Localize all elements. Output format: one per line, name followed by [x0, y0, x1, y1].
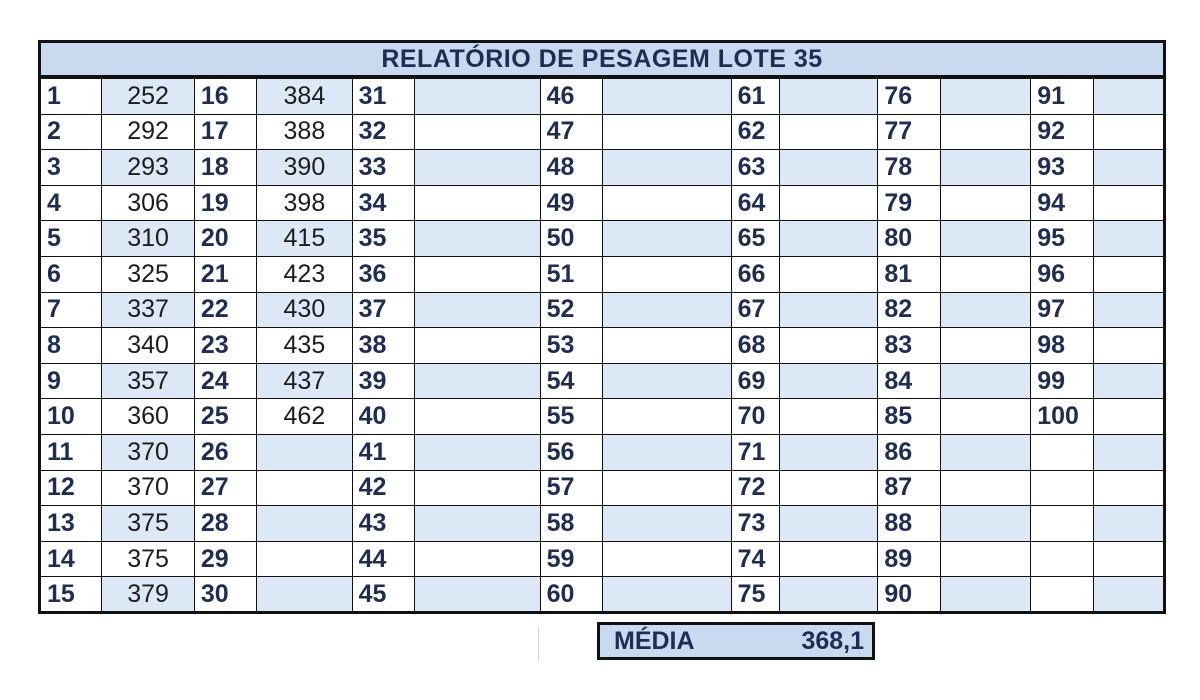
weight-cell[interactable]	[779, 79, 878, 115]
weight-cell[interactable]	[1093, 577, 1164, 613]
animal-number-cell: 88	[878, 506, 940, 542]
animal-number-cell	[1031, 506, 1093, 542]
weight-cell[interactable]	[602, 506, 731, 542]
weight-cell[interactable]	[940, 221, 1030, 257]
weight-cell[interactable]	[940, 328, 1030, 364]
animal-number-cell: 61	[731, 79, 779, 115]
animal-number-cell: 71	[731, 434, 779, 470]
animal-number-cell: 20	[194, 221, 256, 257]
weight-cell[interactable]: 398	[257, 185, 353, 221]
animal-number-cell: 4	[40, 185, 102, 221]
weight-cell[interactable]: 360	[102, 399, 194, 435]
animal-number-cell: 87	[878, 470, 940, 506]
animal-number-cell: 82	[878, 292, 940, 328]
animal-number-cell: 1	[40, 79, 102, 115]
weight-cell[interactable]	[602, 114, 731, 150]
animal-number-cell: 91	[1031, 79, 1093, 115]
weight-cell[interactable]	[1093, 256, 1164, 292]
weight-cell[interactable]	[414, 79, 540, 115]
weight-cell[interactable]	[257, 541, 353, 577]
average-box	[597, 622, 875, 660]
table-row	[40, 577, 1165, 613]
weight-cell[interactable]	[1093, 434, 1164, 470]
weight-cell[interactable]	[940, 363, 1030, 399]
weight-cell[interactable]	[940, 577, 1030, 613]
weight-cell[interactable]	[414, 328, 540, 364]
animal-number-cell: 9	[40, 363, 102, 399]
weight-cell[interactable]: 357	[102, 363, 194, 399]
weight-cell[interactable]	[257, 434, 353, 470]
animal-number-cell: 49	[540, 185, 602, 221]
weight-cell[interactable]: 340	[102, 328, 194, 364]
weight-cell[interactable]	[940, 79, 1030, 115]
weight-cell[interactable]: 423	[257, 256, 353, 292]
animal-number-cell: 23	[194, 328, 256, 364]
weight-cell[interactable]	[602, 79, 731, 115]
animal-number-cell: 85	[878, 399, 940, 435]
weight-cell[interactable]	[779, 470, 878, 506]
animal-number-cell: 72	[731, 470, 779, 506]
weight-cell[interactable]	[602, 328, 731, 364]
animal-number-cell: 98	[1031, 328, 1093, 364]
animal-number-cell: 30	[194, 577, 256, 613]
animal-number-cell: 75	[731, 577, 779, 613]
weight-cell[interactable]: 379	[102, 577, 194, 613]
animal-number-cell: 84	[878, 363, 940, 399]
animal-number-cell: 6	[40, 256, 102, 292]
table-row	[40, 79, 1165, 115]
weight-cell[interactable]	[779, 399, 878, 435]
weight-cell[interactable]	[1093, 470, 1164, 506]
animal-number-cell: 51	[540, 256, 602, 292]
weight-cell[interactable]: 462	[257, 399, 353, 435]
animal-number-cell: 89	[878, 541, 940, 577]
weight-cell[interactable]	[414, 256, 540, 292]
weights-table-body	[40, 79, 1165, 613]
animal-number-cell: 3	[40, 150, 102, 186]
weight-cell[interactable]	[257, 506, 353, 542]
report-title: RELATÓRIO DE PESAGEM LOTE 35	[381, 44, 823, 73]
animal-number-cell: 11	[40, 434, 102, 470]
weight-cell[interactable]	[414, 470, 540, 506]
animal-number-cell: 47	[540, 114, 602, 150]
animal-number-cell: 42	[352, 470, 414, 506]
animal-number-cell: 8	[40, 328, 102, 364]
weight-cell[interactable]	[1093, 399, 1164, 435]
weight-cell[interactable]	[779, 221, 878, 257]
animal-number-cell: 45	[352, 577, 414, 613]
weight-cell[interactable]: 388	[257, 114, 353, 150]
animal-number-cell: 50	[540, 221, 602, 257]
weight-cell[interactable]	[1093, 363, 1164, 399]
animal-number-cell: 95	[1031, 221, 1093, 257]
table-row	[40, 399, 1165, 435]
weight-cell[interactable]	[257, 470, 353, 506]
animal-number-cell: 36	[352, 256, 414, 292]
animal-number-cell: 65	[731, 221, 779, 257]
weight-cell[interactable]	[940, 399, 1030, 435]
animal-number-cell: 41	[352, 434, 414, 470]
weight-cell[interactable]	[779, 256, 878, 292]
weight-cell[interactable]: 293	[102, 150, 194, 186]
animal-number-cell: 58	[540, 506, 602, 542]
report-title-bar	[38, 40, 1166, 78]
animal-number-cell: 92	[1031, 114, 1093, 150]
animal-number-cell: 35	[352, 221, 414, 257]
animal-number-cell: 21	[194, 256, 256, 292]
weight-cell[interactable]	[602, 292, 731, 328]
table-row	[40, 256, 1165, 292]
weight-cell[interactable]	[414, 363, 540, 399]
table-row	[40, 541, 1165, 577]
weight-cell[interactable]	[1093, 328, 1164, 364]
weight-cell[interactable]	[1093, 292, 1164, 328]
weight-cell[interactable]: 370	[102, 434, 194, 470]
animal-number-cell: 14	[40, 541, 102, 577]
animal-number-cell: 5	[40, 221, 102, 257]
weight-cell[interactable]	[414, 541, 540, 577]
animal-number-cell: 48	[540, 150, 602, 186]
weight-cell[interactable]	[940, 114, 1030, 150]
average-label: MÉDIA	[614, 626, 695, 655]
animal-number-cell: 83	[878, 328, 940, 364]
average-value: 368,1	[801, 626, 864, 655]
animal-number-cell: 13	[40, 506, 102, 542]
weight-cell[interactable]: 306	[102, 185, 194, 221]
animal-number-cell: 7	[40, 292, 102, 328]
animal-number-cell: 59	[540, 541, 602, 577]
animal-number-cell: 97	[1031, 292, 1093, 328]
animal-number-cell: 55	[540, 399, 602, 435]
weight-cell[interactable]	[414, 292, 540, 328]
weight-cell[interactable]	[602, 470, 731, 506]
animal-number-cell: 38	[352, 328, 414, 364]
weight-cell[interactable]	[940, 292, 1030, 328]
weight-cell[interactable]: 384	[257, 79, 353, 115]
animal-number-cell: 80	[878, 221, 940, 257]
table-row	[40, 185, 1165, 221]
animal-number-cell: 16	[194, 79, 256, 115]
weight-cell[interactable]	[1093, 150, 1164, 186]
weight-cell[interactable]	[414, 150, 540, 186]
weight-cell[interactable]: 325	[102, 256, 194, 292]
animal-number-cell: 56	[540, 434, 602, 470]
animal-number-cell: 10	[40, 399, 102, 435]
animal-number-cell: 33	[352, 150, 414, 186]
weight-cell[interactable]	[414, 506, 540, 542]
weight-cell[interactable]	[602, 541, 731, 577]
animal-number-cell	[1031, 434, 1093, 470]
weight-cell[interactable]	[602, 185, 731, 221]
weight-cell[interactable]	[779, 114, 878, 150]
weighing-report-sheet	[38, 40, 1166, 614]
animal-number-cell	[1031, 541, 1093, 577]
table-row	[40, 434, 1165, 470]
animal-number-cell: 17	[194, 114, 256, 150]
weight-cell[interactable]	[414, 185, 540, 221]
animal-number-cell: 57	[540, 470, 602, 506]
weight-cell[interactable]	[602, 221, 731, 257]
weight-cell[interactable]	[779, 541, 878, 577]
weight-cell[interactable]	[602, 577, 731, 613]
weight-cell[interactable]	[602, 256, 731, 292]
animal-number-cell: 29	[194, 541, 256, 577]
weight-cell[interactable]	[779, 185, 878, 221]
weight-cell[interactable]: 415	[257, 221, 353, 257]
weight-cell[interactable]	[414, 114, 540, 150]
weight-cell[interactable]: 375	[102, 541, 194, 577]
animal-number-cell: 44	[352, 541, 414, 577]
animal-number-cell: 78	[878, 150, 940, 186]
weight-cell[interactable]	[940, 470, 1030, 506]
weight-cell[interactable]	[940, 434, 1030, 470]
animal-number-cell: 63	[731, 150, 779, 186]
weight-cell[interactable]: 292	[102, 114, 194, 150]
animal-number-cell: 19	[194, 185, 256, 221]
weight-cell[interactable]	[1093, 506, 1164, 542]
animal-number-cell: 99	[1031, 363, 1093, 399]
weight-cell[interactable]	[1093, 185, 1164, 221]
animal-number-cell: 15	[40, 577, 102, 613]
weight-cell[interactable]	[779, 506, 878, 542]
animal-number-cell: 68	[731, 328, 779, 364]
animal-number-cell: 74	[731, 541, 779, 577]
table-row	[40, 114, 1165, 150]
weight-cell[interactable]	[1093, 221, 1164, 257]
faint-divider	[538, 626, 539, 662]
animal-number-cell: 34	[352, 185, 414, 221]
weight-cell[interactable]	[414, 434, 540, 470]
animal-number-cell	[1031, 470, 1093, 506]
weight-cell[interactable]	[414, 577, 540, 613]
table-row	[40, 292, 1165, 328]
animal-number-cell: 64	[731, 185, 779, 221]
table-row	[40, 363, 1165, 399]
animal-number-cell: 25	[194, 399, 256, 435]
animal-number-cell: 53	[540, 328, 602, 364]
weight-cell[interactable]	[940, 256, 1030, 292]
animal-number-cell: 54	[540, 363, 602, 399]
animal-number-cell: 60	[540, 577, 602, 613]
weight-cell[interactable]	[940, 541, 1030, 577]
weight-cell[interactable]	[940, 506, 1030, 542]
animal-number-cell: 26	[194, 434, 256, 470]
animal-number-cell: 62	[731, 114, 779, 150]
table-row	[40, 150, 1165, 186]
weight-cell[interactable]	[779, 150, 878, 186]
table-row	[40, 506, 1165, 542]
animal-number-cell: 46	[540, 79, 602, 115]
table-row	[40, 470, 1165, 506]
animal-number-cell: 2	[40, 114, 102, 150]
animal-number-cell: 100	[1031, 399, 1093, 435]
animal-number-cell: 12	[40, 470, 102, 506]
animal-number-cell: 18	[194, 150, 256, 186]
animal-number-cell: 73	[731, 506, 779, 542]
animal-number-cell: 22	[194, 292, 256, 328]
animal-number-cell: 39	[352, 363, 414, 399]
animal-number-cell: 66	[731, 256, 779, 292]
weight-cell[interactable]: 390	[257, 150, 353, 186]
weight-cell[interactable]: 375	[102, 506, 194, 542]
animal-number-cell: 24	[194, 363, 256, 399]
animal-number-cell: 27	[194, 470, 256, 506]
weight-cell[interactable]	[257, 577, 353, 613]
weight-cell[interactable]	[940, 185, 1030, 221]
animal-number-cell: 81	[878, 256, 940, 292]
weight-cell[interactable]	[602, 399, 731, 435]
weight-cell[interactable]: 310	[102, 221, 194, 257]
animal-number-cell: 90	[878, 577, 940, 613]
animal-number-cell: 94	[1031, 185, 1093, 221]
animal-number-cell: 70	[731, 399, 779, 435]
animal-number-cell: 76	[878, 79, 940, 115]
animal-number-cell: 52	[540, 292, 602, 328]
weight-cell[interactable]: 337	[102, 292, 194, 328]
weight-cell[interactable]	[779, 577, 878, 613]
animal-number-cell	[1031, 577, 1093, 613]
animal-number-cell: 77	[878, 114, 940, 150]
weight-cell[interactable]	[602, 150, 731, 186]
animal-number-cell: 40	[352, 399, 414, 435]
weight-cell[interactable]: 252	[102, 79, 194, 115]
weight-cell[interactable]	[779, 328, 878, 364]
weight-cell[interactable]	[1093, 541, 1164, 577]
weight-cell[interactable]	[602, 434, 731, 470]
animal-number-cell: 28	[194, 506, 256, 542]
animal-number-cell: 79	[878, 185, 940, 221]
weight-cell[interactable]	[779, 434, 878, 470]
weight-cell[interactable]: 430	[257, 292, 353, 328]
animal-number-cell: 37	[352, 292, 414, 328]
weight-cell[interactable]	[414, 399, 540, 435]
weight-cell[interactable]: 370	[102, 470, 194, 506]
weight-cell[interactable]: 437	[257, 363, 353, 399]
weight-cell[interactable]	[779, 363, 878, 399]
animal-number-cell: 93	[1031, 150, 1093, 186]
animal-number-cell: 69	[731, 363, 779, 399]
animal-number-cell: 67	[731, 292, 779, 328]
weight-cell[interactable]	[940, 150, 1030, 186]
weight-cell[interactable]	[779, 292, 878, 328]
weight-cell[interactable]	[414, 221, 540, 257]
weight-cell[interactable]	[1093, 114, 1164, 150]
weight-cell[interactable]	[602, 363, 731, 399]
animal-number-cell: 31	[352, 79, 414, 115]
weight-cell[interactable]: 435	[257, 328, 353, 364]
animal-number-cell: 86	[878, 434, 940, 470]
weights-table	[38, 78, 1166, 614]
animal-number-cell: 96	[1031, 256, 1093, 292]
table-row	[40, 221, 1165, 257]
animal-number-cell: 43	[352, 506, 414, 542]
animal-number-cell: 32	[352, 114, 414, 150]
table-row	[40, 328, 1165, 364]
weight-cell[interactable]	[1093, 79, 1164, 115]
